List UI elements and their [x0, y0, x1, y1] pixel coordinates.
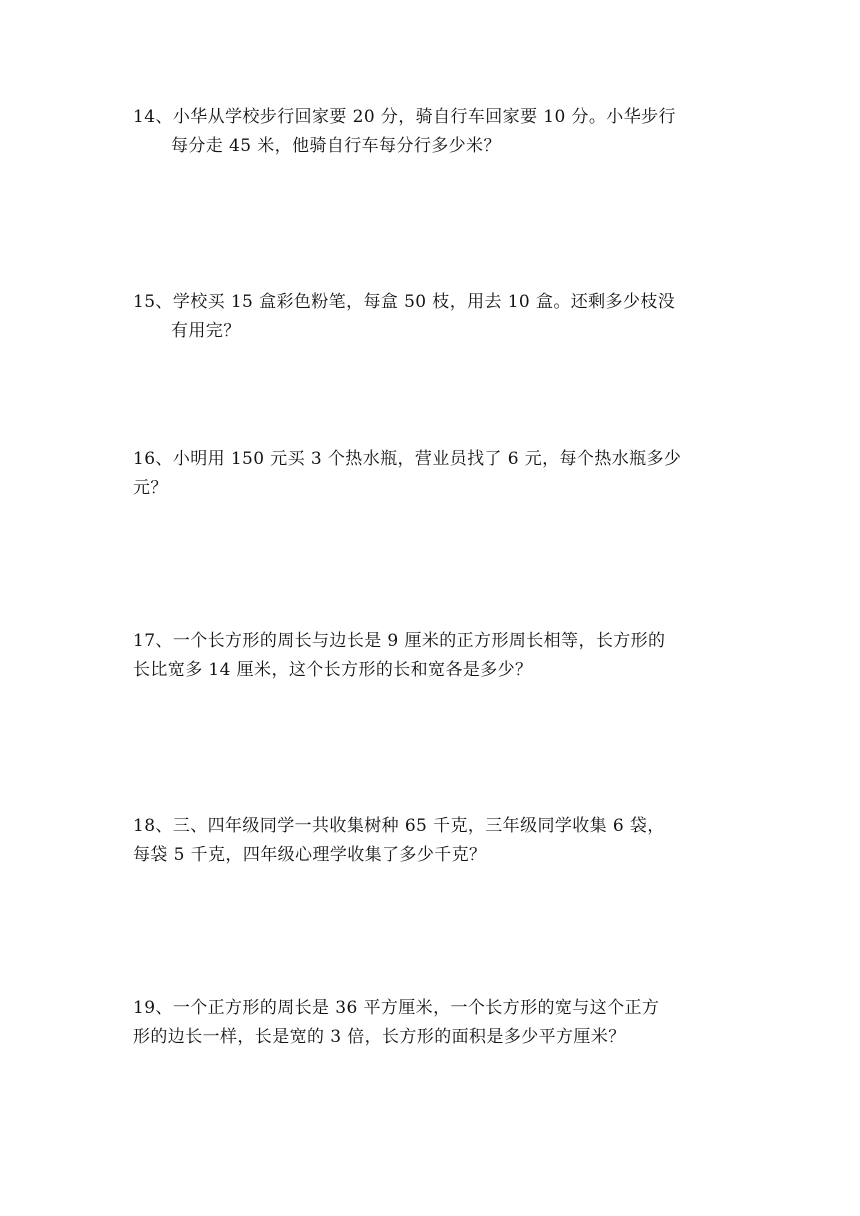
question-14-line-2: 每分走 45 米，他骑自行车每分行多少米？	[171, 136, 501, 156]
question-17	[133, 627, 733, 685]
question-16-line-1: 16、小明用 150 元买 3 个热水瓶，营业员找了 6 元，每个热水瓶多少	[133, 449, 682, 469]
question-15-line-2: 有用完？	[171, 321, 241, 341]
question-15-line-1: 15、学校买 15 盒彩色粉笔，每盒 50 枝，用去 10 盒。还剩多少枝没	[133, 292, 676, 312]
question-19	[133, 994, 733, 1052]
question-16-line-2: 元？	[133, 478, 168, 498]
question-18-line-1: 18、三、四年级同学一共收集树种 65 千克，三年级同学收集 6 袋，	[133, 816, 665, 836]
question-19-line-1: 19、一个正方形的周长是 36 平方厘米，一个长方形的宽与这个正方	[133, 998, 660, 1018]
question-16	[133, 445, 733, 503]
question-17-line-2: 长比宽多 14 厘米，这个长方形的长和宽各是多少？	[133, 660, 533, 680]
question-14	[133, 103, 733, 161]
question-19-line-2: 形的边长一样，长是宽的 3 倍，长方形的面积是多少平方厘米？	[133, 1027, 626, 1047]
question-15	[133, 288, 733, 346]
question-17-line-1: 17、一个长方形的周长与边长是 9 厘米的正方形周长相等，长方形的	[133, 631, 666, 651]
question-18-line-2: 每袋 5 千克，四年级心理学收集了多少千克？	[133, 845, 487, 865]
question-18	[133, 812, 733, 870]
question-14-line-1: 14、小华从学校步行回家要 20 分，骑自行车回家要 10 分。小华步行	[133, 107, 676, 127]
